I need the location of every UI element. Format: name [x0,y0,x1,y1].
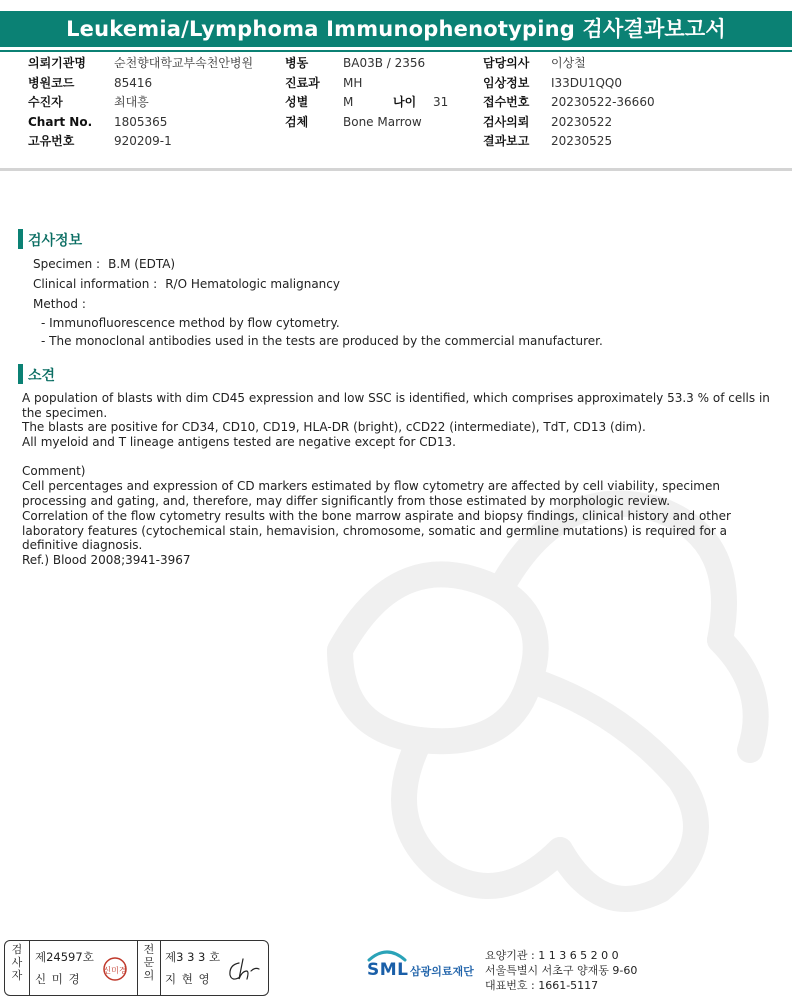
reviewer-label [138,943,160,995]
examiner-license: 제24597호 [35,950,94,964]
info-label: 성별 [285,95,309,109]
info-value: M [343,95,354,109]
info-value: 1805365 [114,114,168,129]
info-row-specimen-type [285,113,448,133]
method-label: Method : [33,297,86,311]
clinical-info-line [33,277,340,291]
info-value: 20230525 [551,134,613,148]
info-label: 진료과 [285,75,320,90]
info-value: 이상철 [551,56,586,70]
clinical-info-label: Clinical information : [33,277,158,291]
findings-paragraph: All myeloid and T lineage antigens tested are negative except for CD13. [22,435,456,449]
findings-paragraph: The blasts are positive for CD34, CD10, CD19, HLA-DR (bright), cCD22 (intermediate), TdT, CD13 (dim). [22,420,646,434]
method-item: - Immunofluorescence method by flow cytometry. [41,316,340,330]
age-label: 나이 [393,95,417,109]
header-divider [0,168,792,171]
sml-logo-text: SML [367,960,409,980]
section-title: 검사정보 [28,233,83,249]
examiner-name: 신 미 경 [35,972,81,986]
info-row-unique-no [28,132,253,152]
info-label: Chart No. [28,114,93,129]
organization-info [485,948,637,993]
specimen-value: B.M (EDTA) [108,257,176,271]
age-value: 31 [433,95,449,109]
reviewer-label-text: 전 문 의 [143,943,155,982]
seal-stamp [102,956,128,982]
signature-icon [225,955,265,985]
info-label: 수진자 [28,95,63,109]
info-row-chart-no [28,113,253,133]
info-row-receipt-no [483,93,655,113]
info-value: 최대흥 [114,95,149,109]
clinical-info-value: R/O Hematologic malignancy [165,277,340,291]
comment-label: Comment) [22,464,86,478]
signature-box [4,940,269,996]
specimen-label: Specimen : [33,257,101,271]
info-label: 담당의사 [483,56,530,70]
organization-name: 삼광의료재단 [410,965,474,978]
info-label: 접수번호 [483,95,530,109]
divider [160,941,161,995]
info-value: 20230522-36660 [551,95,655,109]
info-label: 병원코드 [28,75,75,90]
info-row-clinical-info [483,74,655,94]
organization-address: 서울특별시 서초구 양재동 9-60 [485,964,638,977]
method-item: - The monoclonal antibodies used in the tests are produced by the commercial manufacturer. [41,334,603,348]
info-label: 고유번호 [28,134,75,148]
reference: Ref.) Blood 2008;3941-3967 [22,553,191,567]
section-title: 소견 [28,368,56,384]
info-value: 20230522 [551,114,613,129]
specimen-line [33,257,175,271]
info-row-institution [28,54,253,74]
comment-paragraph: Correlation of the flow cytometry results with the bone marrow aspirate and biopsy findings, clinical history and other laboratory features (cytochemical stain, hemavision, chromosome, somatic and germline mutations) is required for a definitive diagnosis. [22,509,731,553]
divider [29,941,30,995]
reviewer-license: 제3 3 3 호 [165,950,221,964]
examiner-label-text: 검 사 자 [11,943,23,982]
info-row-patient-name [28,93,253,113]
info-label: 임상정보 [483,75,530,90]
info-value: Bone Marrow [343,114,422,129]
info-value: I33DU1QQ0 [551,75,622,90]
examiner-label [5,943,29,995]
comment-paragraph: Cell percentages and expression of CD markers estimated by flow cytometry are affected by cell viability, specimen processing and gating, and, therefore, may differ significantly from those estimated by morphologic review. [22,479,720,508]
title-underline [0,50,792,52]
findings-paragraph: A population of blasts with dim CD45 expression and low SSC is identified, which comprises approximately 53.3 % of cells in the specimen. [22,391,770,420]
patient-info-column-2 [285,54,448,132]
organization-code: 요양기관 : 1 1 3 6 5 2 0 0 [485,949,619,962]
info-label: 검체 [285,114,309,129]
info-value: 85416 [114,75,153,90]
svg-text:신미경: 신미경 [103,966,127,975]
info-label: 검사의뢰 [483,114,530,129]
info-row-department [285,74,448,94]
info-value: BA03B / 2356 [343,56,426,70]
patient-info-column-1 [28,54,253,152]
info-value: MH [343,75,363,90]
report-title: Leukemia/Lymphoma Immunophenotyping 검사결과보고서 [0,11,792,47]
info-label: 결과보고 [483,134,530,148]
organization-phone: 대표번호 : 1661-5117 [485,979,599,992]
section-marker [18,229,23,249]
reviewer-name: 지 현 영 [165,972,211,986]
info-label: 의뢰기관명 [28,56,86,70]
patient-info-column-3 [483,54,655,152]
info-row-hospital-code [28,74,253,94]
info-label: 병동 [285,56,309,70]
info-row-sex-age [285,93,448,113]
info-row-doctor [483,54,655,74]
info-value: 920209-1 [114,134,172,148]
info-value: 순천향대학교부속천안병원 [114,56,254,70]
info-row-report-date [483,132,655,152]
section-marker [18,364,23,384]
info-row-ward [285,54,448,74]
info-row-request-date [483,113,655,133]
